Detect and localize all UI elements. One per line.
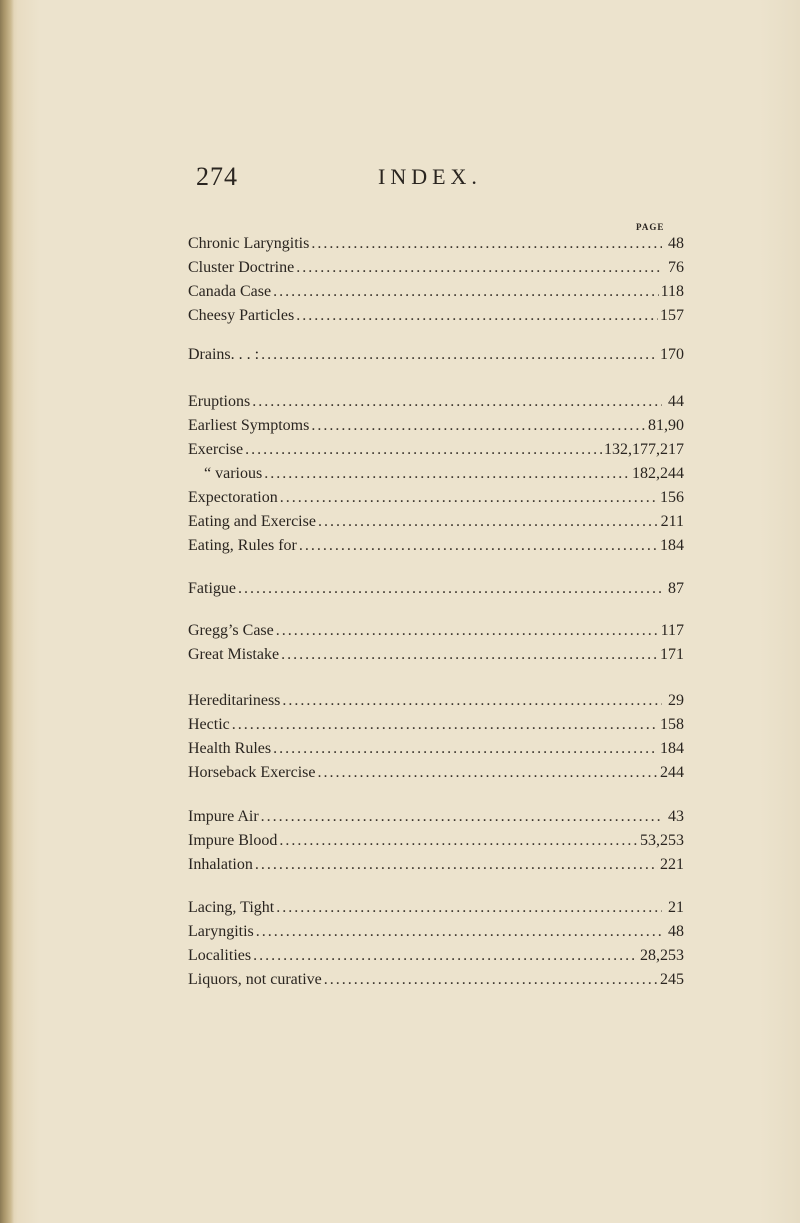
entry-pages: 221: [660, 856, 684, 873]
dot-leader: [273, 280, 659, 304]
index-entry: [188, 853, 684, 877]
entry-term: Hectic: [188, 716, 230, 733]
entry-pages: 211: [660, 513, 684, 530]
entry-pages: 28,253: [640, 947, 684, 964]
dot-leader: [280, 486, 658, 510]
entry-pages: 21: [668, 899, 684, 916]
entry-term: Impure Blood: [188, 832, 278, 849]
entry-pages: 132,177,217: [604, 441, 684, 458]
index-entry: [188, 689, 684, 713]
index-entry: [188, 462, 684, 486]
entry-term: Fatigue: [188, 580, 236, 597]
page-number: 274: [196, 162, 238, 191]
index-entry: [188, 713, 684, 737]
entry-term: Lacing, Tight: [188, 899, 275, 916]
entry-term: “ various: [204, 465, 263, 482]
entry-pages: 29: [668, 692, 684, 709]
entry-pages: 156: [660, 489, 684, 506]
entry-term: Gregg’s Case: [188, 622, 274, 639]
entry-pages: 182,244: [632, 465, 684, 482]
entry-term: Eating, Rules for: [188, 537, 297, 554]
entry-pages: 43: [668, 808, 684, 825]
page-header: [196, 162, 496, 194]
dot-leader: [296, 256, 662, 280]
index-entry: [188, 944, 684, 968]
dot-leader: [311, 414, 646, 438]
dot-leader: [232, 713, 658, 737]
index-entry: [188, 304, 684, 328]
entry-term: Inhalation: [188, 856, 253, 873]
entry-term: Health Rules: [188, 740, 272, 757]
dot-leader: [252, 390, 662, 414]
entry-term: Eating and Exercise: [188, 513, 316, 530]
entry-pages: 184: [660, 740, 684, 757]
dot-leader: [324, 968, 658, 992]
index-entry: [188, 414, 684, 438]
dot-leader: [261, 343, 658, 367]
entry-pages: 184: [660, 537, 684, 554]
entry-term: Cluster Doctrine: [188, 259, 295, 276]
entry-term: Exercise: [188, 441, 244, 458]
dot-leader: [311, 232, 662, 256]
dot-leader: [255, 853, 658, 877]
dot-leader: [296, 304, 658, 328]
index-entry: [188, 510, 684, 534]
index-entry: [188, 256, 684, 280]
dot-leader: [276, 896, 662, 920]
page-column-heading: PAGE: [636, 222, 665, 232]
dot-leader: [318, 510, 659, 534]
entry-pages: 53,253: [640, 832, 684, 849]
entry-term: Cheesy Particles: [188, 307, 295, 324]
index-entry: [188, 438, 684, 462]
dot-leader: [264, 462, 630, 486]
dot-leader: [273, 737, 658, 761]
index-entry: [188, 232, 684, 256]
entry-pages: 48: [668, 923, 684, 940]
entry-pages: 244: [660, 764, 684, 781]
entry-term: Canada Case: [188, 283, 272, 300]
entry-term: Chronic Laryngitis: [188, 235, 310, 252]
entry-term: Hereditariness: [188, 692, 281, 709]
index-entry: [188, 829, 684, 853]
dot-leader: [282, 689, 662, 713]
dot-leader: [281, 643, 658, 667]
entry-pages: 171: [660, 646, 684, 663]
entry-term: Liquors, not curative: [188, 971, 322, 988]
entry-pages: 158: [660, 716, 684, 733]
entry-term: Impure Air: [188, 808, 259, 825]
index-entry: [188, 577, 684, 601]
entry-term: Expectoration: [188, 489, 278, 506]
dot-leader: [238, 577, 662, 601]
entry-term: Drains. . . :: [188, 346, 260, 363]
entry-pages: 118: [660, 283, 684, 300]
dot-leader: [299, 534, 658, 558]
dot-leader: [245, 438, 602, 462]
entry-pages: 170: [660, 346, 684, 363]
index-entry: [188, 896, 684, 920]
entry-term: Great Mistake: [188, 646, 280, 663]
dot-leader: [276, 619, 659, 643]
entry-pages: 245: [660, 971, 684, 988]
entry-pages: 157: [660, 307, 684, 324]
index-entry: [188, 619, 684, 643]
entry-term: Localities: [188, 947, 252, 964]
dot-leader: [279, 829, 638, 853]
entry-pages: 76: [668, 259, 684, 276]
entry-term: Eruptions: [188, 393, 251, 410]
index-entry: [188, 643, 684, 667]
entry-term: Horseback Exercise: [188, 764, 316, 781]
index-entry: [188, 486, 684, 510]
index-entry: [188, 343, 684, 367]
entry-term: Earliest Symptoms: [188, 417, 310, 434]
index-entry: [188, 920, 684, 944]
dot-leader: [253, 944, 638, 968]
index-entry: [188, 805, 684, 829]
index-entry: [188, 534, 684, 558]
dot-leader: [318, 761, 659, 785]
entry-pages: 81,90: [648, 417, 684, 434]
index-entry: [188, 761, 684, 785]
dot-leader: [261, 805, 662, 829]
index-entry: [188, 390, 684, 414]
entry-pages: 117: [660, 622, 684, 639]
entry-pages: 87: [668, 580, 684, 597]
index-entry: [188, 280, 684, 304]
entry-term: Laryngitis: [188, 923, 254, 940]
entry-pages: 44: [668, 393, 684, 410]
page-binding-edge: [0, 0, 14, 1223]
dot-leader: [256, 920, 662, 944]
entry-pages: 48: [668, 235, 684, 252]
index-entry: [188, 968, 684, 992]
index-entry: [188, 737, 684, 761]
running-title: INDEX.: [378, 164, 482, 189]
